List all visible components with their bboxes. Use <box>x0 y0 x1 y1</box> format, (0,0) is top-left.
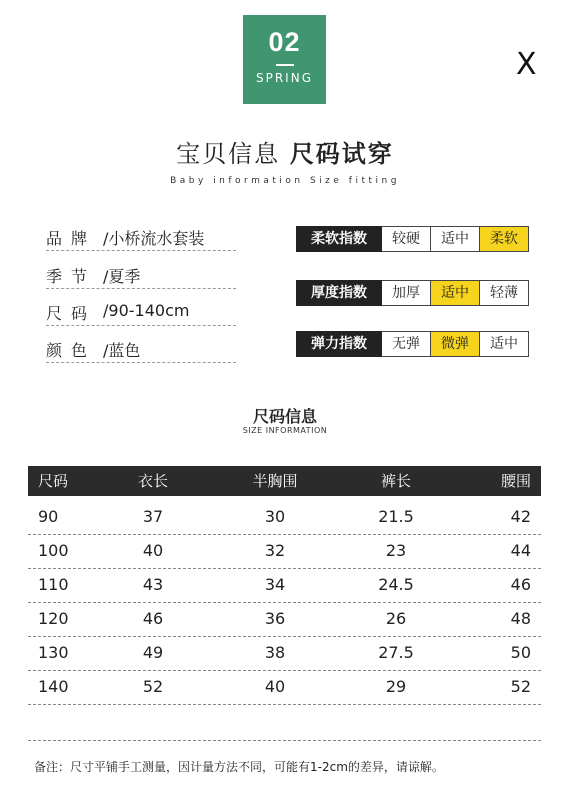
table-cell: 130 <box>38 643 69 662</box>
table-cell: 34 <box>264 575 286 594</box>
table-cell: 38 <box>264 643 286 662</box>
info-label: 颜色 <box>46 341 97 360</box>
page-title <box>0 134 570 169</box>
info-value: /蓝色 <box>103 341 141 360</box>
table-cell: 40 <box>142 541 164 560</box>
table-cell: 30 <box>264 507 286 526</box>
prop-label: 厚度指数 <box>296 280 382 306</box>
table-cell: 90 <box>38 507 59 526</box>
info-label: 尺码 <box>46 304 97 323</box>
table-cell: 23 <box>385 541 407 560</box>
info-row-color <box>46 338 236 363</box>
info-value: /夏季 <box>103 267 141 286</box>
column-header: 裤长 <box>380 472 411 490</box>
table-row <box>28 534 541 569</box>
prop-label: 弹力指数 <box>296 331 382 357</box>
prop-option-selected: 适中 <box>431 280 480 306</box>
table-cell: 40 <box>264 677 286 696</box>
softness-index <box>296 226 529 252</box>
table-cell: 49 <box>142 643 164 662</box>
table-cell: 21.5 <box>378 507 414 526</box>
prop-option: 轻薄 <box>480 280 529 306</box>
title-light: 宝贝信息 <box>176 140 290 168</box>
info-label: 季节 <box>46 267 97 286</box>
prop-option-selected: 柔软 <box>480 226 529 252</box>
info-label: 品牌 <box>46 229 97 248</box>
table-cell: 26 <box>385 609 407 628</box>
table-cell: 32 <box>264 541 286 560</box>
prop-option: 适中 <box>480 331 529 357</box>
table-cell: 42 <box>510 507 531 526</box>
elasticity-index <box>296 331 529 357</box>
prop-option: 适中 <box>431 226 480 252</box>
prop-option-selected: 微弹 <box>431 331 480 357</box>
table-cell: 48 <box>510 609 531 628</box>
badge-number: 02 <box>268 27 301 57</box>
table-cell: 43 <box>142 575 164 594</box>
prop-label: 柔软指数 <box>296 226 382 252</box>
badge-season: SPRING <box>255 71 313 85</box>
info-row-brand <box>46 226 236 251</box>
info-row-size <box>46 301 236 326</box>
table-row <box>28 500 541 535</box>
size-table-title: 尺码信息 <box>252 407 317 426</box>
table-cell: 29 <box>385 677 407 696</box>
size-table-header <box>28 466 541 496</box>
table-cell: 27.5 <box>378 643 414 662</box>
title-bold: 尺码试穿 <box>289 140 394 168</box>
prop-option: 无弹 <box>382 331 431 357</box>
column-header: 尺码 <box>38 472 69 490</box>
table-cell: 100 <box>38 541 69 560</box>
table-row-empty <box>28 706 541 741</box>
column-header: 衣长 <box>137 472 168 490</box>
table-cell: 46 <box>142 609 164 628</box>
page-subtitle: Baby information Size fitting <box>170 176 400 186</box>
table-cell: 110 <box>38 575 69 594</box>
info-value: /90-140cm <box>103 301 190 320</box>
table-cell: 46 <box>510 575 531 594</box>
info-value: /小桥流水套装 <box>103 229 205 248</box>
season-badge <box>243 15 326 104</box>
table-cell: 36 <box>264 609 286 628</box>
table-row <box>28 602 541 637</box>
info-row-season <box>46 264 236 289</box>
table-row <box>28 670 541 705</box>
badge-divider <box>276 64 294 66</box>
column-header: 腰围 <box>500 472 531 490</box>
table-row <box>28 636 541 671</box>
column-header: 半胸围 <box>252 472 298 490</box>
close-icon[interactable]: X <box>516 47 537 82</box>
size-table-subtitle: SIZE INFORMATION <box>242 426 328 435</box>
table-row <box>28 568 541 603</box>
table-cell: 37 <box>142 507 164 526</box>
thickness-index <box>296 280 529 306</box>
prop-option: 较硬 <box>382 226 431 252</box>
table-cell: 52 <box>510 677 531 696</box>
table-cell: 120 <box>38 609 69 628</box>
table-cell: 52 <box>142 677 164 696</box>
table-cell: 24.5 <box>378 575 414 594</box>
table-cell: 44 <box>510 541 531 560</box>
table-cell: 50 <box>510 643 531 662</box>
prop-option: 加厚 <box>382 280 431 306</box>
footnote: 备注：尺寸平铺手工测量，因计量方法不同，可能有1-2cm的差异，请谅解。 <box>34 760 444 774</box>
table-cell: 140 <box>38 677 69 696</box>
